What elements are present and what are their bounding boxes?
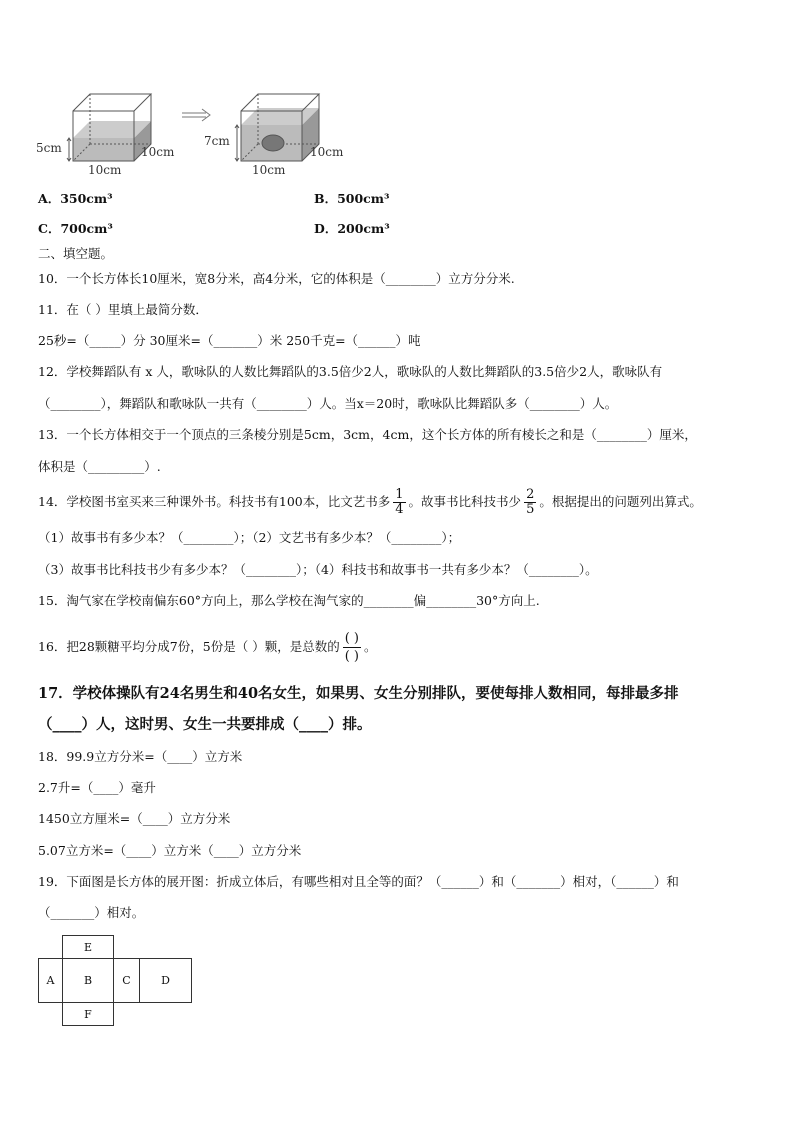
left-height-label: 5cm	[36, 141, 62, 155]
q16-fraction-blank	[343, 630, 361, 665]
net-face-c: C	[113, 958, 140, 1003]
net-face-a: A	[38, 958, 63, 1003]
net-face-e: E	[62, 935, 114, 959]
question-19-line2: （_______）相对。	[38, 905, 145, 920]
question-13-line1: 13．一个长方体相交于一个顶点的三条棱分别是5cm，3cm，4cm，这个长方体的所有棱长之和是（________）厘米，	[38, 427, 697, 442]
question-14-line1	[38, 484, 702, 520]
option-b[interactable]: B．500cm³	[314, 191, 390, 206]
q14-part3: 。根据提出的问题列出算式。	[539, 494, 702, 509]
transform-arrow	[182, 109, 210, 121]
question-18-line2: 2.7升=（____）毫升	[38, 780, 156, 795]
fraction-one-quarter	[393, 488, 405, 517]
frac1-numerator: 1	[395, 487, 404, 502]
net-face-d: D	[139, 958, 192, 1003]
q14-part1: 14．学校图书室买来三种课外书。科技书有100本，比文艺书多	[38, 494, 391, 509]
right-length-label: 10cm	[252, 163, 286, 176]
option-d[interactable]: D．200cm³	[314, 221, 390, 236]
question-16	[38, 626, 377, 668]
question-11-line1: 11．在（ ）里填上最简分数．	[38, 302, 208, 317]
stone-shape	[262, 135, 284, 151]
question-12-line1: 12．学校舞蹈队有 x 人，歌咏队的人数比舞蹈队的3.5倍少2人，歌咏队的人数比舞蹈队的3.5倍少2人，歌咏队有	[38, 364, 663, 379]
net-face-f: F	[62, 1002, 114, 1026]
frac2-denominator: 5	[526, 502, 535, 517]
question-14-line3: （3）故事书比科技书少有多少本？（________）；（4）科技书和故事书一共有多少本？（________）。	[38, 562, 598, 577]
question-19-line1: 19．下面图是长方体的展开图：折成立体后，有哪些相对且全等的面？（______）和（_______）相对，（______）和	[38, 874, 679, 889]
volume-figure	[36, 80, 356, 176]
frac2-numerator: 2	[526, 487, 535, 502]
question-12-line2: （________），舞蹈队和歌咏队一共有（________）人。当x＝20时，歌咏队比舞蹈队多（________）人。	[38, 396, 618, 411]
right-height-label: 7cm	[204, 134, 230, 148]
question-18-line4: 5.07立方米=（____）立方米（____）立方分米	[38, 843, 302, 858]
option-c[interactable]: C．700cm³	[38, 221, 113, 236]
question-18-line3: 1450立方厘米=（____）立方分米	[38, 811, 231, 826]
frac1-denominator: 4	[395, 502, 404, 517]
section-title: 二、填空题。	[38, 246, 114, 261]
q16-text: 16．把28颗糖平均分成7份，5份是（ ）颗，是总数的	[38, 639, 340, 654]
option-a[interactable]: A．350cm³	[38, 191, 113, 206]
question-15: 15．淘气家在学校南偏东60°方向上，那么学校在淘气家的________偏________30°方向上.	[38, 593, 540, 608]
question-10: 10．一个长方体长10厘米，宽8分米，高4分米，它的体积是（________）立方分分米.	[38, 271, 515, 286]
question-11-line2: 25秒=（_____）分 30厘米=（_______）米 250千克=（______）吨	[38, 333, 421, 348]
left-box	[67, 94, 151, 161]
net-face-b: B	[62, 958, 114, 1003]
right-width-label: 10cm	[310, 145, 344, 159]
q16-numerator-blank: ( )	[344, 631, 359, 646]
question-17-line1: 17．学校体操队有24名男生和40名女生，如果男、女生分别排队，要使每排人数相同，每排最多排	[38, 685, 679, 702]
question-17-line2: （____）人，这时男、女生一共要排成（____）排。	[38, 716, 372, 733]
q16-end: 。	[363, 639, 377, 654]
left-width-label: 10cm	[141, 145, 175, 159]
question-14-line2: （1）故事书有多少本？（________）；（2）文艺书有多少本？（________）；	[38, 530, 461, 545]
fraction-two-fifths	[524, 488, 536, 517]
q14-part2: 。故事书比科技书少	[408, 494, 522, 509]
right-box	[235, 94, 319, 161]
left-length-label: 10cm	[88, 163, 122, 176]
question-13-line2: 体积是（_________）.	[38, 459, 161, 474]
question-18-line1: 18．99.9立方分米=（____）立方米	[38, 749, 243, 764]
q16-denominator-blank: ( )	[344, 649, 359, 664]
